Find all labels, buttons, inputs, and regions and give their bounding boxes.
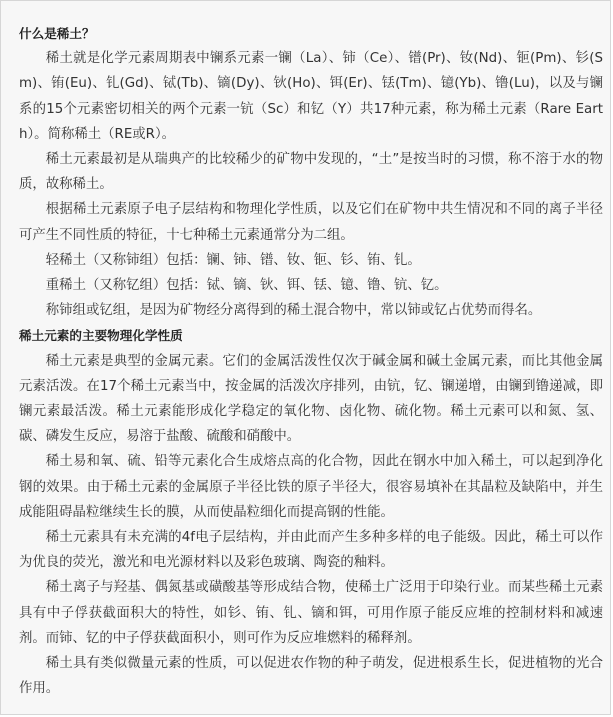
section-heading-properties: 稀土元素的主要物理化学性质 (19, 328, 183, 344)
paragraph-4f-electrons: 稀土元素具有未充满的4f电子层结构，并由此而产生多种多样的电子能级。因此，稀土可以作为优良的荧光，激光和电光源材料以及彩色玻璃、陶瓷的釉料。 (19, 530, 603, 571)
paragraph-classification: 根据稀土元素原子电子层结构和物理化学性质，以及它们在矿物中共生情况和不同的离子半径可产生不同性质的特征，十七种稀土元素通常分为二组。 (19, 202, 603, 243)
paragraph-light-rare-earth: 轻稀土（又称铈组）包括：镧、铈、镨、钕、钷、钐、铕、钆。 (45, 252, 421, 268)
paragraph-metal-activity: 稀土元素是典型的金属元素。它们的金属活泼性仅次于碱金属和碱土金属元素，而比其他金属元素活泼。在17个稀土元素当中，按金属的活泼次序排列，由钪，钇、镧递增，由镧到镥递减，即镧元素最活泼。稀土元素能形成化学稳定的氧化物、卤化物、硫化物。稀土元素可以和氮、氢、碳、磷发生反应，易溶于盐酸、硫酸和硝酸中。 (19, 353, 603, 445)
paragraph-origin: 稀土元素最初是从瑞典产的比较稀少的矿物中发现的，“土”是按当时的习惯，称不溶于水的物质，故称稀土。 (19, 152, 603, 193)
paragraph-definition: 稀土就是化学元素周期表中镧系元素一镧（La）、铈（Ce）、镨(Pr)、钕(Nd)、钷(Pm)、钐(Sm)、铕(Eu)、钆(Gd)、铽(Tb)、镝(Dy)、钬(Ho)、铒(Er)、铥(Tm)、镱(Yb)、镥(Lu)，以及与镧系的15个元素密切相关的两个元素一钪（Sc）和钇（Y）共17种元素，称为稀土元素（Rare Earth）。简称稀土（RE或R）。 (19, 51, 603, 142)
paragraph-heavy-rare-earth: 重稀土（又称钇组）包括：铽、镝、钬、铒、铥、镱、镥、钪、钇。 (45, 278, 448, 294)
article-body (19, 21, 603, 701)
paragraph-group-naming: 称铈组或钇组，是因为矿物经分离得到的稀土混合物中，常以铈或钇占优势而得名。 (45, 303, 542, 319)
paragraph-agriculture: 稀土具有类似微量元素的性质，可以促进农作物的种子萌发，促进根系生长，促进植物的光合作用。 (19, 656, 603, 697)
paragraph-dyeing-nuclear: 稀土离子与羟基、偶氮基或磺酸基等形成结合物，使稀土广泛用于印染行业。而某些稀土元素具有中子俘获截面积大的特性，如钐、铕、钆、镝和铒，可用作原子能反应堆的控制材料和减速剂。而铈、钇的中子俘获截面积小，则可作为反应堆燃料的稀释剂。 (19, 580, 603, 646)
paragraph-steel-purification: 稀土易和氧、硫、铅等元素化合生成熔点高的化合物，因此在钢水中加入稀土，可以起到净化钢的效果。由于稀土元素的金属原子半径比铁的原子半径大，很容易填补在其晶粒及缺陷中，并生成能阻碍晶粒继续生长的膜，从而使晶粒细化而提高钢的性能。 (19, 454, 603, 520)
section-heading-what-is-rare-earth: 什么是稀土？ (19, 26, 95, 41)
